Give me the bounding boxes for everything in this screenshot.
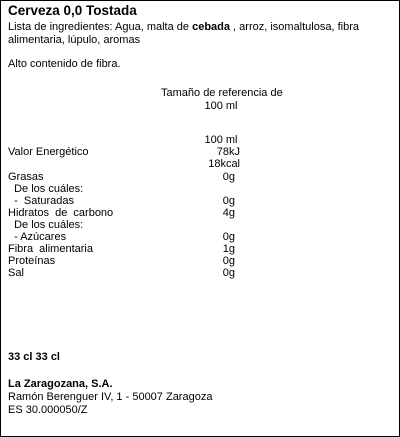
row-value-fat: 0g xyxy=(222,171,235,183)
row-label-saturated: - Saturadas xyxy=(8,195,75,207)
registry-number: ES 30.000050/Z xyxy=(8,404,88,416)
row-label-fat: Grasas xyxy=(8,171,44,183)
company-address: Ramón Berenguer IV, 1 - 50007 Zaragoza xyxy=(8,391,213,403)
row-value-salt: 0g xyxy=(222,267,235,279)
reference-size-line1: Tamaño de referencia de xyxy=(161,87,283,99)
column-header: 100 ml xyxy=(204,134,238,146)
net-content: 33 cl 33 cl xyxy=(8,351,60,363)
row-value-saturated: 0g xyxy=(222,195,235,207)
row-value-energy-kcal: 18kcal xyxy=(208,158,240,170)
ingredients-prefix: Lista de ingredientes: Agua, malta de xyxy=(8,21,193,33)
row-value-protein: 0g xyxy=(222,255,235,267)
nutrition-claim: Alto contenido de fibra. xyxy=(8,58,121,70)
row-label-fibre: Fibra alimentaria xyxy=(8,243,93,255)
product-title: Cerveza 0,0 Tostada xyxy=(8,3,137,18)
row-label-sugars: - Azúcares xyxy=(8,231,67,243)
ingredients-suffix: , arroz, isomaltulosa, fibra alimentaria, lúpulo, aromas xyxy=(8,21,359,46)
reference-size-line2: 100 ml xyxy=(204,100,238,112)
row-value-carbohydrates: 4g xyxy=(222,207,235,219)
row-value-energy-kj: 78kJ xyxy=(216,146,240,158)
row-label-of-which-2: De los cuáles: xyxy=(8,219,84,231)
row-label-of-which-1: De los cuáles: xyxy=(8,183,84,195)
ingredients-text xyxy=(8,21,392,47)
row-label-salt: Sal xyxy=(8,267,24,279)
row-value-sugars: 0g xyxy=(222,231,235,243)
row-label-carbohydrates: Hidratos de carbono xyxy=(8,207,114,219)
row-label-protein: Proteínas xyxy=(8,255,56,267)
company-name: La Zaragozana, S.A. xyxy=(8,378,113,390)
row-value-fibre: 1g xyxy=(222,243,235,255)
row-label-energy: Valor Energético xyxy=(8,146,89,158)
ingredients-allergen: cebada xyxy=(192,21,230,33)
